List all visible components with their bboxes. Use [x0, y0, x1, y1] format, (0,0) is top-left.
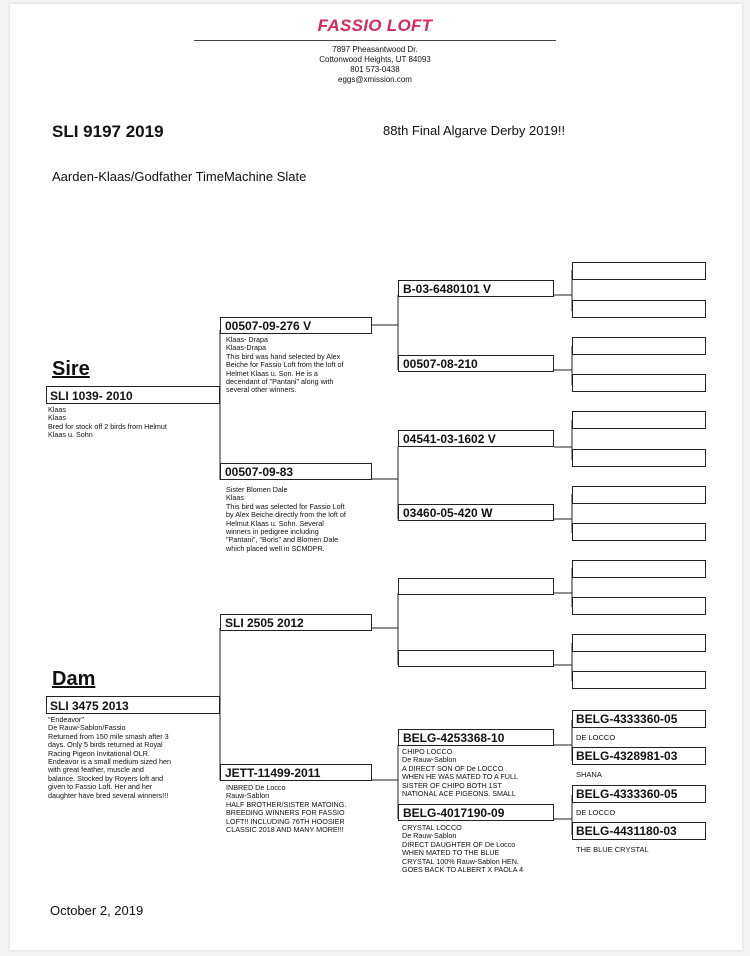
gen3-ring: 03460-05-420 W: [403, 506, 493, 520]
gen3-box: [398, 650, 554, 667]
sire-ring: SLI 1039- 2010: [50, 389, 133, 403]
gen3-ring: 04541-03-1602 V: [403, 432, 496, 446]
dam-dam-notes: INBRED De Locco Rauw-Sablon HALF BROTHER/SISTER MATOING. BREEDING WINNERS FOR FASSIO LOFT!! INCLUDING 76TH HOOSIER CLASSIC 2018 AND MANY MORE!!!: [226, 783, 347, 835]
gen4-box: [572, 597, 706, 615]
gen4-box: [572, 634, 706, 652]
gen3-notes: CHIPO LOCCO De Rauw-Sablon A DIRECT SON OF De LOCCO WHEN HE WAS MATED TO A FULL SISTER OF CHIPO BOTH 1ST NATIONAL ACE PIGEONS. SMALL: [402, 748, 518, 796]
sire-dam-notes: Sister Blomen Dale Klaas This bird was selected for Fassio Loft by Alex Beiche directly from the loft of Helmut Klaas u. Sohn. Several winners in pedigree including "Pantani", "Boris" and Blomen Dale which placed well in SCMDPR.: [226, 485, 346, 553]
phone-line: 801 573-0438: [350, 65, 400, 74]
gen4-note: DE LOCCO: [576, 733, 616, 742]
gen4-note: THE BLUE CRYSTAL: [576, 845, 649, 854]
gen4-ring: BELG-4333360-05: [576, 787, 678, 801]
gen3-notes: CRYSTAL LOCCO De Rauw-Sablon DIRECT DAUGHTER OF De Locco WHEN MATED TO THE BLUE CRYSTAL 100% Rauw-Sablon HEN. GOES BACK TO ALBERT X PAOLA 4: [402, 824, 524, 875]
sire-sire-notes: Klaas- Drapa Klaas-Drapa This bird was hand selected by Alex Beiche for Fassio Loft from the loft of Helmet Klaas u. Son. He is a decendant of "Pantani" along with several other winners.: [226, 335, 344, 395]
gen4-box: [572, 671, 706, 689]
sire-heading: Sire: [52, 358, 90, 380]
strain: Aarden-Klaas/Godfather TimeMachine Slate: [52, 169, 307, 184]
sire-sire-ring: 00507-09-276 V: [225, 319, 312, 333]
gen4-box: [572, 337, 706, 355]
gen4-box: [572, 486, 706, 504]
gen4-ring: BELG-4328981-03: [576, 749, 678, 763]
bird-id: SLI 9197 2019: [52, 122, 164, 141]
gen3-ring: 00507-08-210: [403, 357, 478, 371]
gen3-box: [398, 578, 554, 595]
gen4-note: DE LOCCO: [576, 808, 616, 817]
loft-name: FASSIO LOFT: [317, 16, 433, 35]
gen4-box: [572, 560, 706, 578]
gen3-ring: B-03-6480101 V: [403, 282, 492, 296]
gen4-box: [572, 262, 706, 280]
dam-ring: SLI 3475 2013: [50, 699, 129, 713]
gen4-box: [572, 374, 706, 392]
sire-dam-ring: 00507-09-83: [225, 465, 294, 479]
race-title: 88th Final Algarve Derby 2019!!: [383, 123, 566, 138]
gen4-box: [572, 523, 706, 541]
gen4-box: [572, 449, 706, 467]
address-line: Cottonwood Heights, UT 84093: [319, 55, 431, 64]
gen4-ring: BELG-4333360-05: [576, 712, 678, 726]
gen3-ring: BELG-4253368-10: [403, 731, 505, 745]
gen4-box: [572, 300, 706, 318]
dam-dam-ring: JETT-11499-2011: [225, 766, 321, 780]
gen4-ring: BELG-4431180-03: [576, 824, 677, 838]
sire-notes: Klaas Klaas Bred for stock off 2 birds from Helmut Klaas u. Sohn: [48, 405, 167, 440]
gen3-ring: BELG-4017190-09: [403, 806, 505, 820]
address-line: 7897 Pheasantwood Dr.: [332, 45, 418, 54]
print-date: October 2, 2019: [50, 903, 144, 918]
email-line: eggs@xmission.com: [338, 75, 412, 84]
gen4-box: [572, 411, 706, 429]
gen4-note: SHANA: [576, 770, 602, 779]
dam-sire-ring: SLI 2505 2012: [225, 616, 304, 630]
dam-notes: "Endeavor" De Rauw-Sablon/Fassio Returned from 150 mile smash after 3 days. Only 5 birds returned at Royal Racing Pigeon Invitational OLR. Endeavor is a small medium sized hen with great feather, muscle and balance. Stocked by Royers loft and given to Fassio Loft. Her and her daughter have bred several winners!!!: [48, 715, 172, 800]
dam-heading: Dam: [52, 668, 96, 690]
